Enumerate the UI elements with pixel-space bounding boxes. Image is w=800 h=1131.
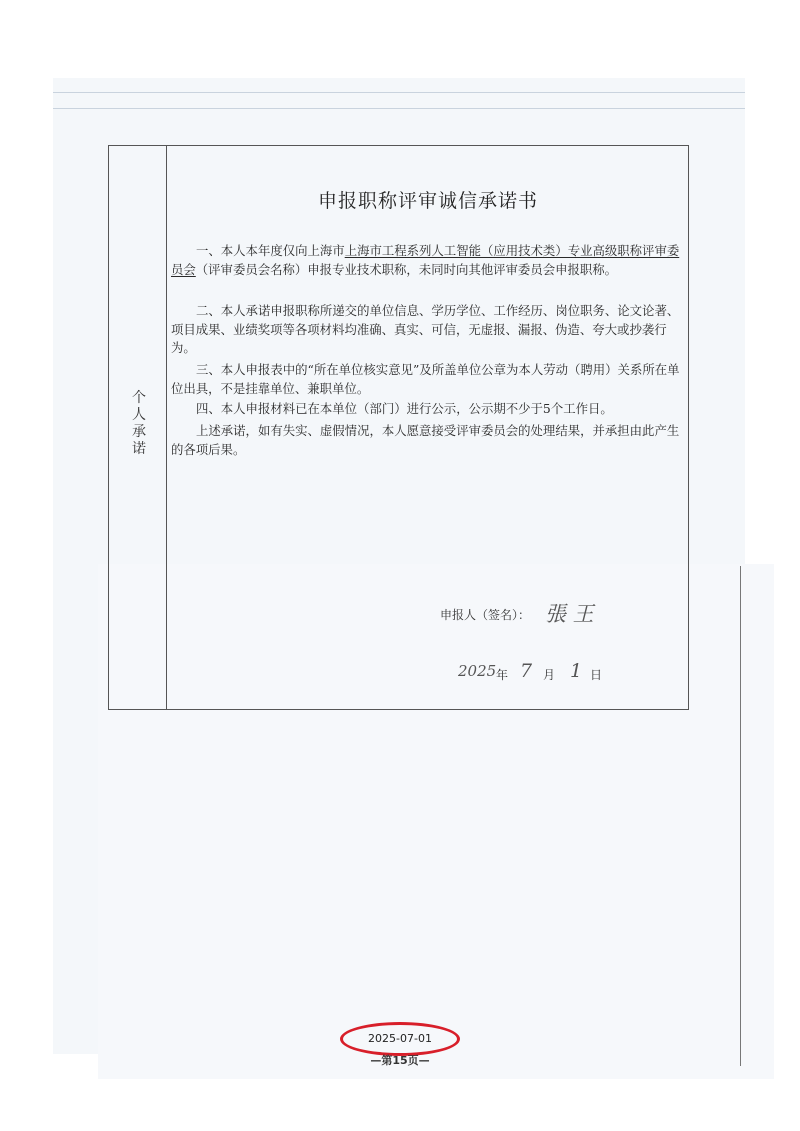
page-number: —第15页— xyxy=(370,1054,430,1067)
scanned-page-left-strip xyxy=(53,564,98,1054)
paragraph-3-text: 三、本人申报表中的“所在单位核实意见”及所盖单位公章为本人劳动（聘用）关系所在单位出具，不是挂靠单位、兼职单位。 xyxy=(171,362,680,396)
date-month-unit: 月 xyxy=(543,668,556,682)
page-right-edge xyxy=(740,566,741,1066)
header-rule-1 xyxy=(53,92,745,93)
date-day-unit: 日 xyxy=(590,668,603,682)
paragraph-1-prefix: 一、本人本年度仅向上海市 xyxy=(196,243,345,258)
signature-label: 申报人（签名）： xyxy=(440,608,531,622)
side-label: 个人承诺 xyxy=(132,390,146,457)
document-title: 申报职称评审诚信承诺书 xyxy=(317,190,538,212)
paragraph-4-text: 四、本人申报材料已在本单位（部门）进行公示，公示期不少于5个工作日。 xyxy=(196,401,613,416)
commitment-paragraph-1 xyxy=(171,242,685,279)
date-month: 7 xyxy=(520,660,533,682)
committee-name: 上海市工程系列人工智能（应用技术类）专业高级职称评审委员会 xyxy=(171,243,680,277)
date-year-unit: 年 xyxy=(496,668,509,682)
commitment-paragraph-3 xyxy=(171,361,685,398)
handwritten-signature: 張 王 xyxy=(545,602,594,626)
paragraph-2-text: 二、本人承诺申报职称所递交的单位信息、学历学位、工作经历、岗位职务、论文论著、项目成果、业绩奖项等各项材料均准确、真实、可信，无虚报、漏报、伪造、夸大或抄袭行为。 xyxy=(171,303,680,355)
paragraph-1-suffix: （评审委员会名称）申报专业技术职称，未同时向其他评审委员会申报职称。 xyxy=(195,261,618,277)
commitment-paragraph-5 xyxy=(171,422,685,459)
date-day: 1 xyxy=(570,660,583,682)
header-rule-2 xyxy=(53,108,745,109)
paragraph-5-text: 上述承诺，如有失实、虚假情况，本人愿意接受评审委员会的处理结果，并承担由此产生的各项后果。 xyxy=(171,423,680,457)
commitment-paragraph-4 xyxy=(171,400,685,419)
commitment-paragraph-2 xyxy=(171,302,685,358)
date-year: 2025 xyxy=(458,662,497,680)
footer-date: 2025-07-01 xyxy=(368,1032,432,1045)
